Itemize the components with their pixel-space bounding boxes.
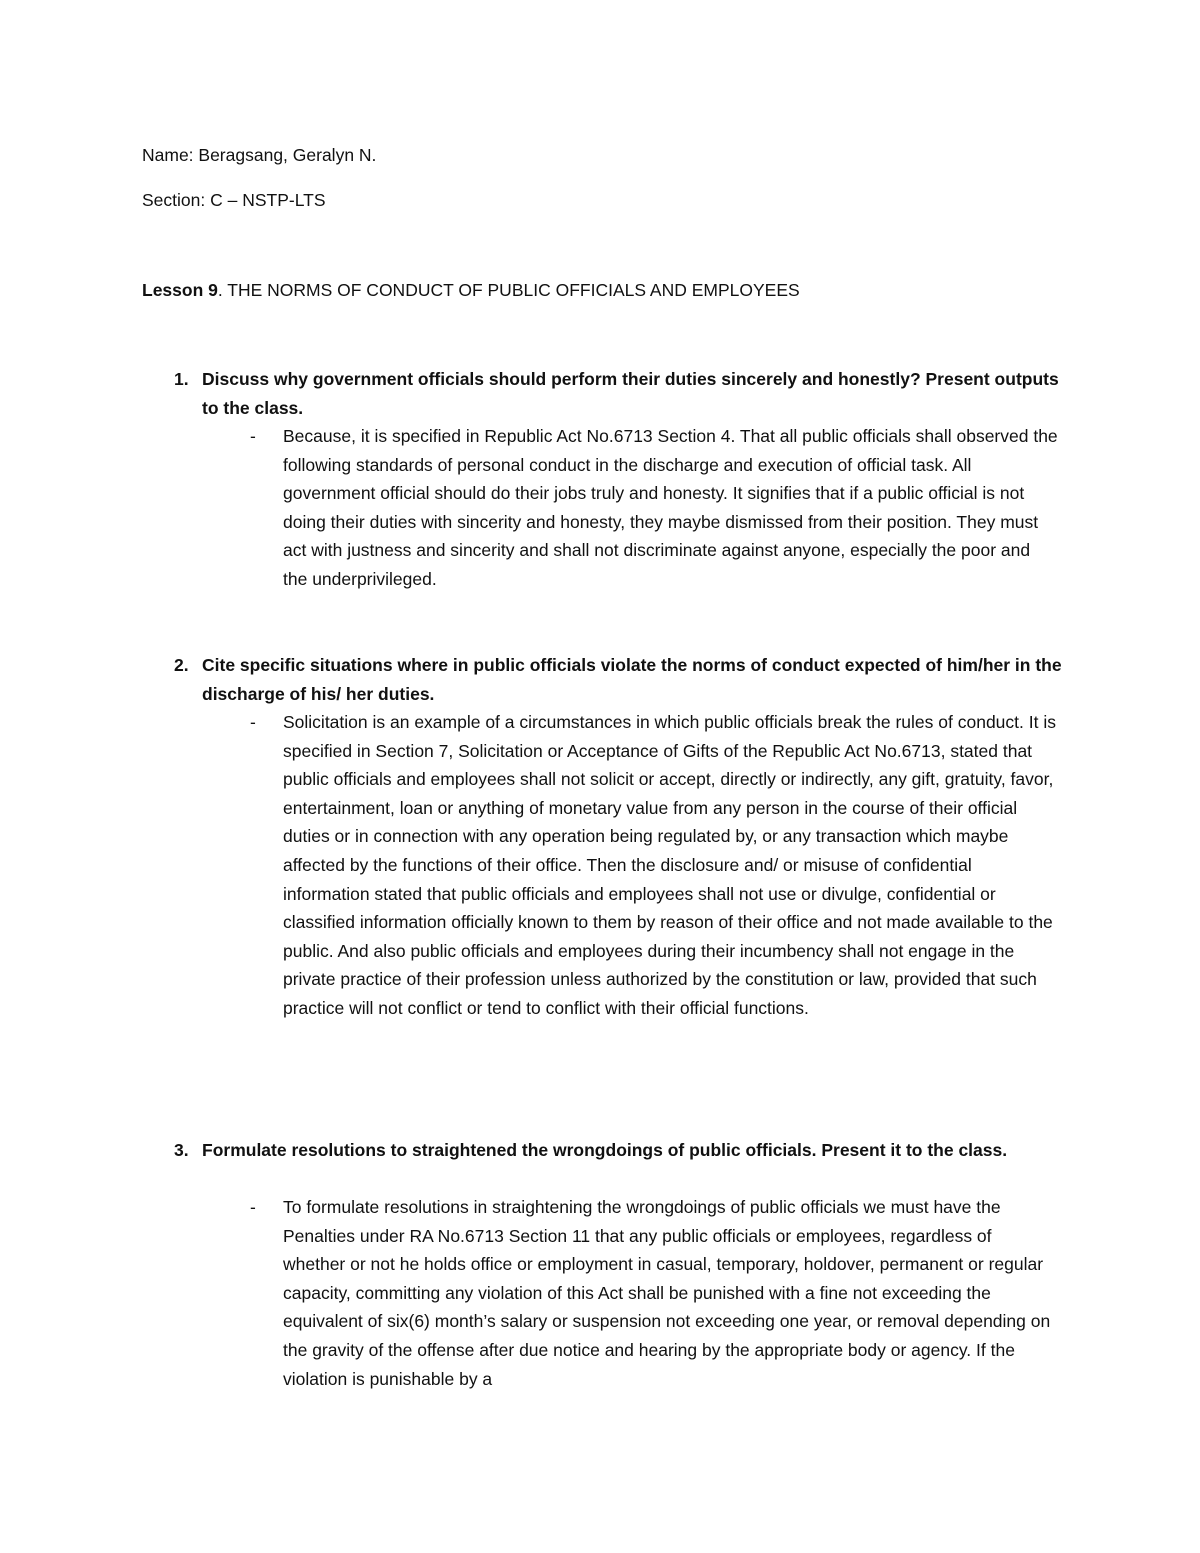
lesson-label: Lesson 9 [142,280,218,300]
answer-bullet: - [250,1197,256,1217]
answer-text: Because, it is specified in Republic Act No.6713 Section 4. That all public officials shall observed the following standards of personal conduct in the discharge and execution of official task. All government official should do their jobs truly and honesty. It signifies that if a public official is not doing their duties with sincerity and honesty, they maybe dismissed from their position. They must act with justness and sincerity and shall not discriminate against anyone, especially the poor and the underprivileged. [283,426,1058,589]
question-number: 2. [174,655,189,675]
lesson-title-text: . THE NORMS OF CONDUCT OF PUBLIC OFFICIALS AND EMPLOYEES [217,280,800,300]
answer-bullet: - [250,712,256,732]
student-section: Section: C – NSTP-LTS [142,190,326,210]
question-text: Discuss why government officials should perform their duties sincerely and honestly? Present outputs to the class. [202,369,1059,418]
question-text: Cite specific situations where in public officials violate the norms of conduct expected of him/her in the discharge of his/ her duties. [202,655,1062,704]
question-number: 1. [174,369,189,389]
question-text: Formulate resolutions to straightened the wrongdoings of public officials. Present it to the class. [202,1140,1008,1160]
answer-bullet: - [250,426,256,446]
lesson-title [142,278,800,302]
student-name: Name: Beragsang, Geralyn N. [142,145,377,165]
answer-text: To formulate resolutions in straightening the wrongdoings of public officials we must have the Penalties under RA No.6713 Section 11 that any public officials or employees, regardless of whether or not he holds office or employment in casual, temporary, holdover, permanent or regular capacity, committing any violation of this Act shall be punished with a fine not exceeding the equivalent of six(6) month’s salary or suspension not exceeding one year, or removal depending on the gravity of the offense after due notice and hearing by the appropriate body or agency. If the violation is punishable by a [283,1197,1051,1389]
answer-text: Solicitation is an example of a circumstances in which public officials break the rules of conduct. It is specified in Section 7, Solicitation or Acceptance of Gifts of the Republic Act No.6713, stated that public officials and employees shall not solicit or accept, directly or indirectly, any gift, gratuity, favor, entertainment, loan or anything of monetary value from any person in the course of their official duties or in connection with any operation being regulated by, or any transaction which maybe affected by the functions of their office. Then the disclosure and/ or misuse of confidential information stated that public officials and employees shall not use or divulge, confidential or classified information officially known to them by reason of their office and not made available to the public. And also public officials and employees during their incumbency shall not engage in the private practice of their profession unless authorized by the constitution or law, provided that such practice will not conflict or tend to conflict with their official functions. [283,712,1056,1018]
question-number: 3. [174,1140,189,1160]
